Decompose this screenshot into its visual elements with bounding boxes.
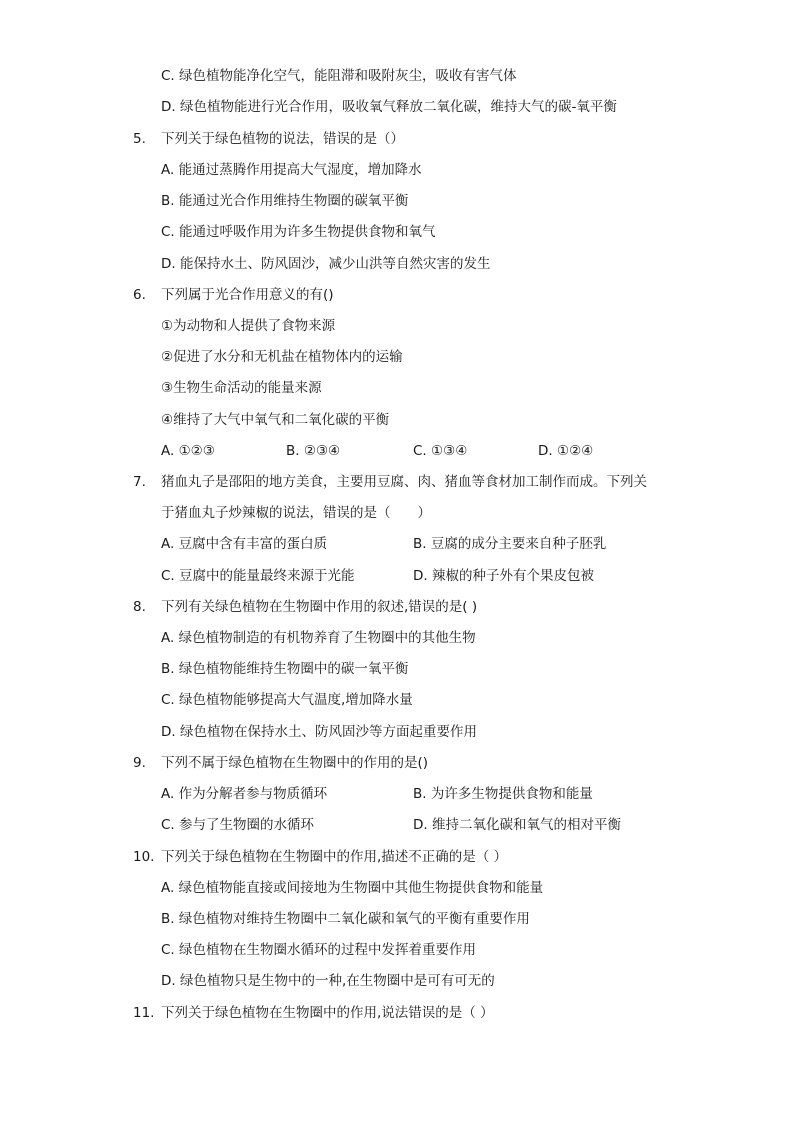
q6-option-d: D. ①②④	[538, 443, 594, 459]
q6-option-b: B. ②③④	[286, 443, 341, 459]
q5-stem: 下列关于绿色植物的说法，错误的是（）	[161, 131, 404, 147]
q10-number: 10.	[133, 849, 155, 865]
q10-option-c: C. 绿色植物在生物圈水循环的过程中发挥着重要作用	[161, 942, 477, 958]
q5-option-d: D. 能保持水土、防风固沙，减少山洪等自然灾害的发生	[161, 256, 491, 272]
q6-option-c: C. ①③④	[413, 443, 468, 459]
q5-option-a: A. 能通过蒸腾作用提高大气湿度，增加降水	[161, 162, 422, 178]
q10-option-b: B. 绿色植物对维持生物圈中二氧化碳和氧气的平衡有重要作用	[161, 911, 530, 927]
q8-option-c: C. 绿色植物能够提高大气温度,增加降水量	[161, 692, 413, 708]
q10-option-a: A. 绿色植物能直接或间接地为生物圈中其他生物提供食物和能量	[161, 880, 544, 896]
q7-option-c: C. 豆腐中的能量最终来源于光能	[161, 568, 355, 584]
q6-item-3: ③生物生命活动的能量来源	[161, 380, 322, 396]
q7-option-d: D. 辣椒的种子外有个果皮包被	[413, 568, 594, 584]
q10-option-d: D. 绿色植物只是生物中的一种,在生物圈中是可有可无的	[161, 973, 495, 989]
q6-option-a: A. ①②③	[161, 443, 215, 459]
q7-stem-line2: 于猪血丸子炒辣椒的说法，错误的是（ ）	[161, 505, 431, 521]
q8-number: 8.	[133, 599, 146, 615]
q5-number: 5.	[133, 131, 146, 147]
q7-option-a: A. 豆腐中含有丰富的蛋白质	[161, 536, 328, 552]
q7-number: 7.	[133, 474, 146, 490]
q6-item-1: ①为动物和人提供了食物来源	[161, 318, 336, 334]
q9-number: 9.	[133, 755, 146, 771]
q8-option-d: D. 绿色植物在保持水土、防风固沙等方面起重要作用	[161, 724, 477, 740]
q4-option-c: C. 绿色植物能净化空气，能阻滞和吸附灰尘，吸收有害气体	[161, 68, 517, 84]
q6-item-2: ②促进了水分和无机盐在植物体内的运输	[161, 349, 403, 365]
q9-option-a: A. 作为分解者参与物质循环	[161, 786, 328, 802]
q9-option-d: D. 维持二氧化碳和氧气的相对平衡	[413, 817, 621, 833]
q11-stem: 下列关于绿色植物在生物圈中的作用,说法错误的是（ ）	[161, 1005, 494, 1021]
q7-stem-line1: 猪血丸子是邵阳的地方美食，主要用豆腐、肉、猪血等食材加工制作而成。下列关	[161, 474, 647, 490]
q6-item-4: ④维持了大气中氧气和二氧化碳的平衡	[161, 412, 390, 428]
q4-option-d: D. 绿色植物能进行光合作用，吸收氧气释放二氧化碳，维持大气的碳-氧平衡	[161, 99, 617, 115]
q6-stem: 下列属于光合作用意义的有()	[161, 287, 334, 303]
q5-option-b: B. 能通过光合作用维持生物圈的碳氧平衡	[161, 193, 409, 209]
q9-option-b: B. 为许多生物提供食物和能量	[413, 786, 593, 802]
q8-stem: 下列有关绿色植物在生物圈中作用的叙述,错误的是( )	[161, 599, 478, 615]
q7-option-b: B. 豆腐的成分主要来自种子胚乳	[413, 536, 607, 552]
q6-number: 6.	[133, 287, 146, 303]
q9-option-c: C. 参与了生物圈的水循环	[161, 817, 315, 833]
q9-stem: 下列不属于绿色植物在生物圈中的作用的是()	[161, 755, 429, 771]
q11-number: 11.	[133, 1005, 155, 1021]
q8-option-b: B. 绿色植物能维持生物圈中的碳一氧平衡	[161, 661, 409, 677]
q5-option-c: C. 能通过呼吸作用为许多生物提供食物和氧气	[161, 224, 436, 240]
q8-option-a: A. 绿色植物制造的有机物养育了生物圈中的其他生物	[161, 630, 476, 646]
q10-stem: 下列关于绿色植物在生物圈中的作用,描述不正确的是（ ）	[161, 849, 508, 865]
